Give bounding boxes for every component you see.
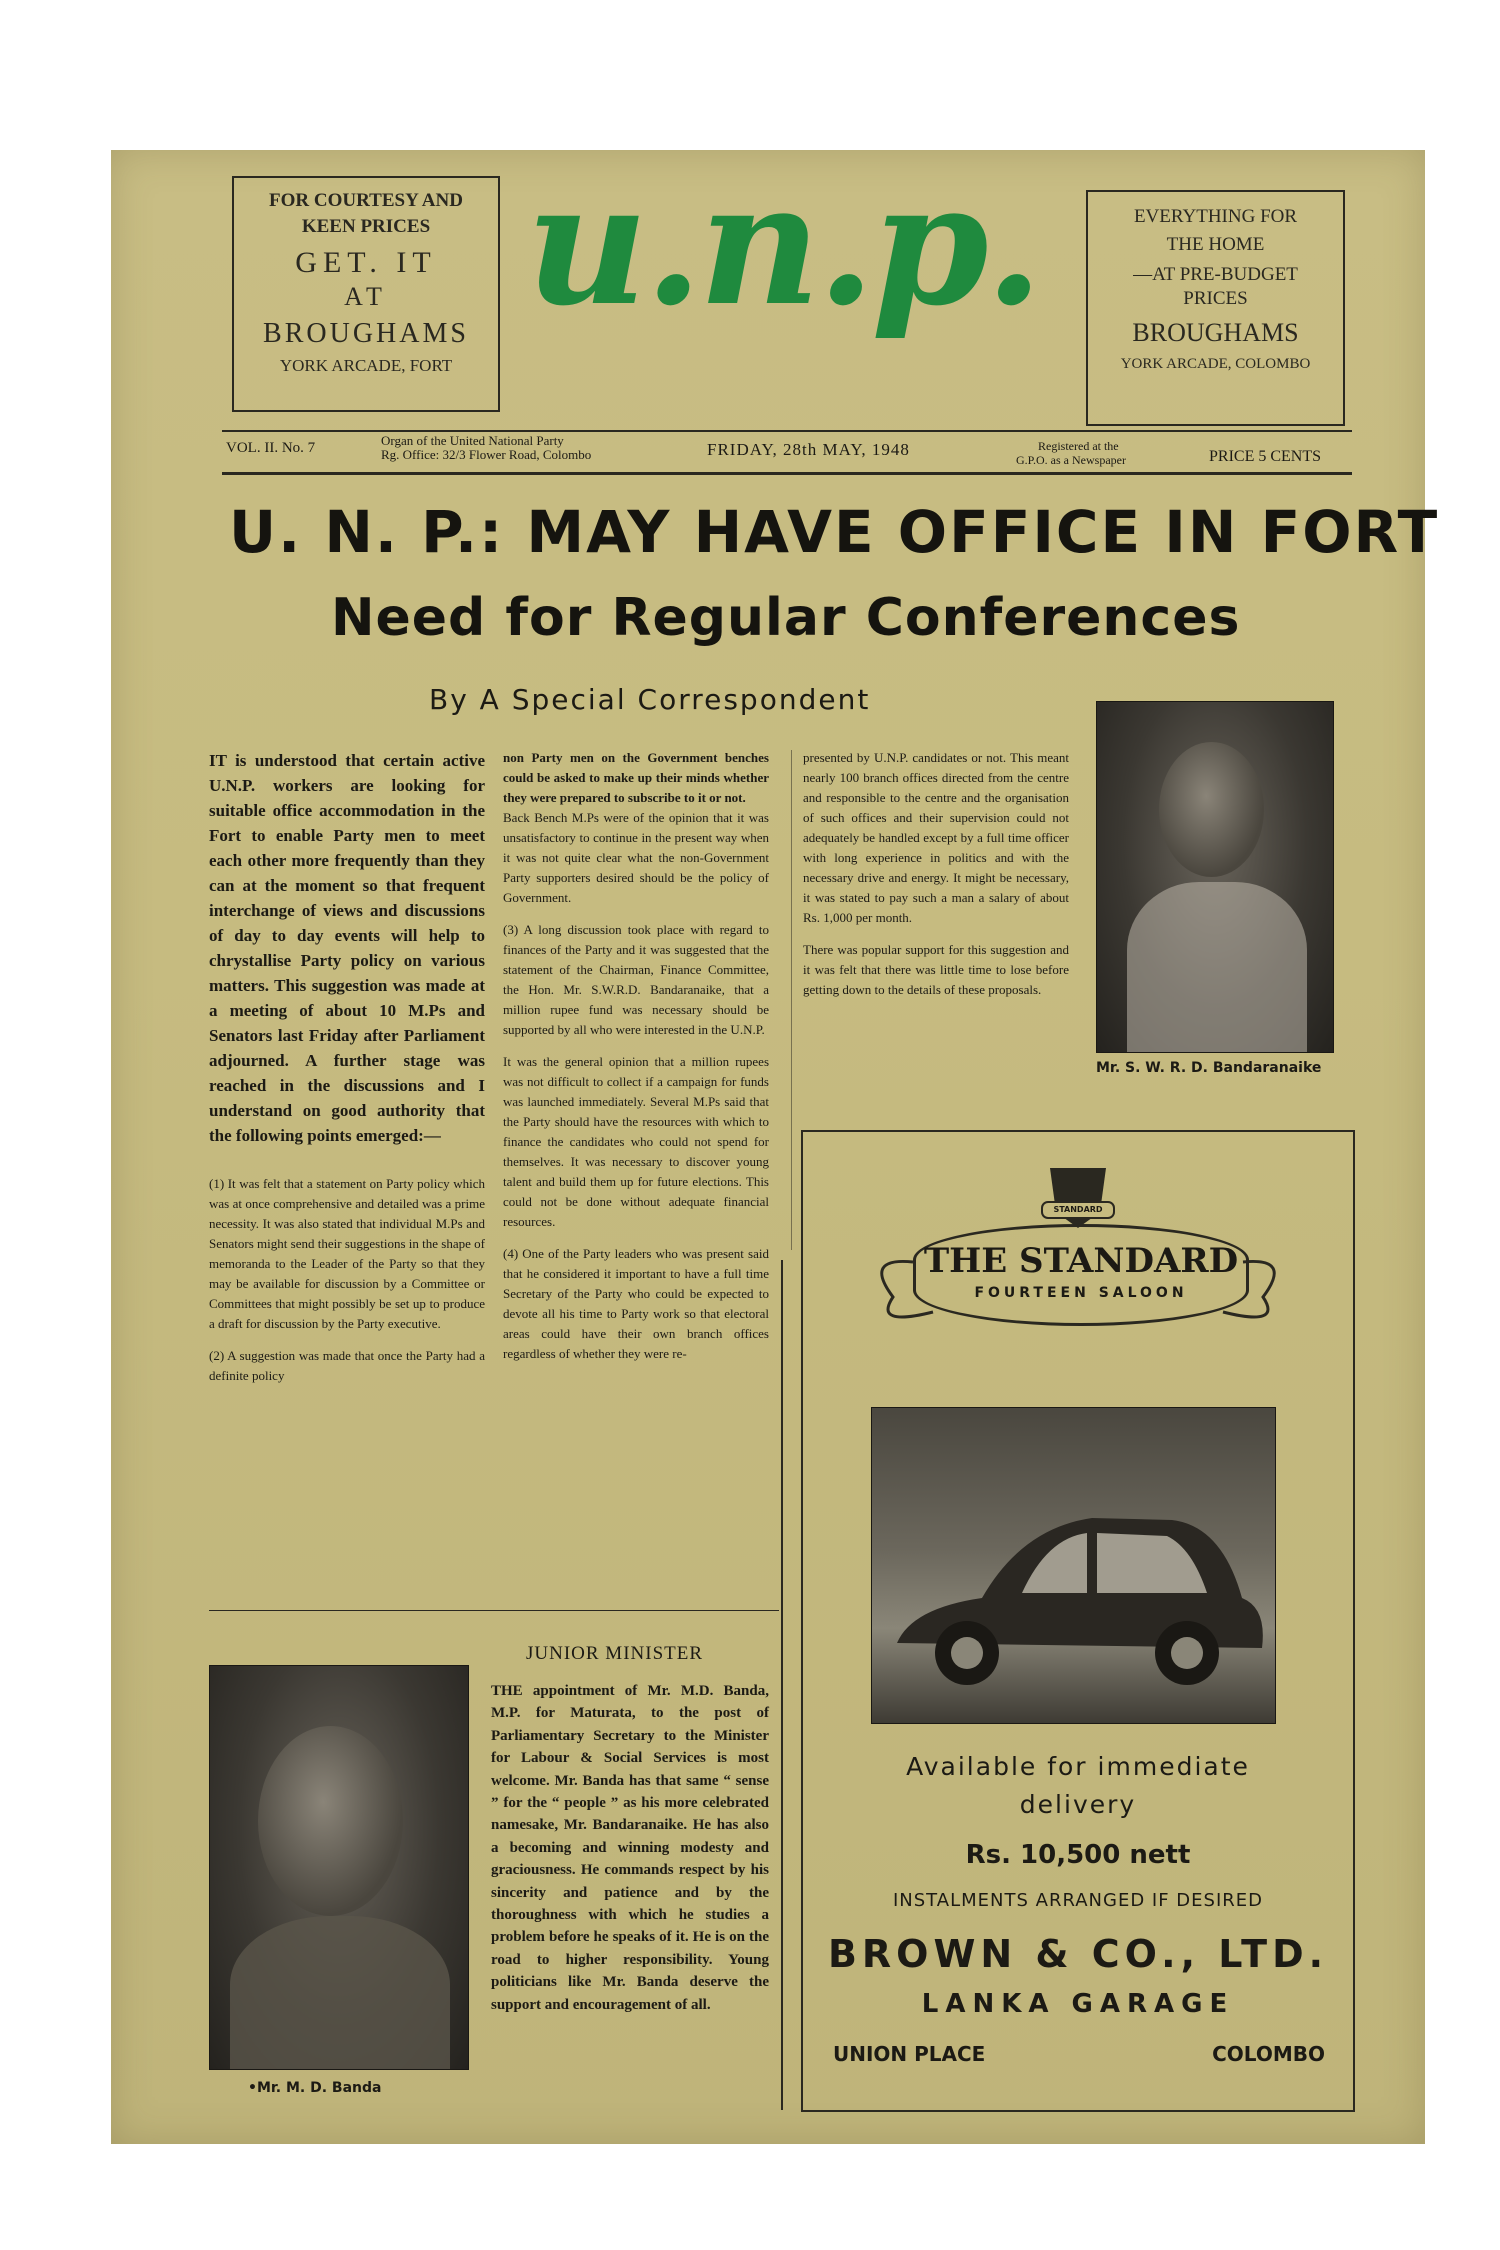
price: PRICE 5 CENTS <box>1209 448 1322 465</box>
volume-number: VOL. II. No. 7 <box>226 440 316 456</box>
right-ad-line4: PRICES <box>1183 288 1248 309</box>
column-divider-lower <box>781 1260 783 2110</box>
banda-suit <box>230 1916 450 2069</box>
availability-line1: Available for immediate <box>906 1752 1250 1781</box>
right-ad-line6: YORK ARCADE, COLOMBO <box>1120 356 1311 372</box>
junior-minister-heading: JUNIOR MINISTER <box>526 1643 704 1664</box>
organ-line2: Rg. Office: 32/3 Flower Road, Colombo <box>381 447 592 462</box>
car-brand: THE STANDARD <box>923 1241 1239 1281</box>
left-ad-line6: YORK ARCADE, FORT <box>279 356 453 375</box>
story-col2-p3: It was the general opinion that a million rupees was not difficult to collect if a campaign for funds was launched immediately. Several M.Ps said that the Party should have the resources with which to finance the candidates who could not spend for themselves. It was necessary to discover young talent and build them up for future elections. This could not be done without adequate financial resources. <box>503 1054 769 1229</box>
garage-name: LANKA GARAGE <box>921 1989 1235 2019</box>
story-col3-p2: There was popular support for this suggestion and it was felt that there was little time to lose before getting down to the details of these proposals. <box>803 942 1069 997</box>
address-left: UNION PLACE <box>833 2042 986 2066</box>
dateline-top-rule <box>222 430 1352 432</box>
instalments-line: INSTALMENTS ARRANGED IF DESIRED <box>892 1890 1264 1911</box>
car-model: FOURTEEN SALOON <box>974 1285 1188 1301</box>
right-ad-line3: —AT PRE-BUDGET <box>1133 264 1298 285</box>
nameplate-wings <box>803 1217 1353 1337</box>
story-column-2 <box>503 748 769 1376</box>
story-point-2: (2) A suggestion was made that once the Party had a definite policy <box>209 1348 485 1383</box>
standard-car-ad <box>801 1130 1355 2112</box>
junior-minister-body: THE appointment of Mr. M.D. Banda, M.P. for Maturata, to the post of Parliamentary Secretary to the Minister for Labour & Social Services is most welcome. Mr. Banda has that same “ sense ” for the “ people ” as his more celebrated namesake, Mr. Bandaranaike. He has also a becoming and winning modesty and graciousness. He commands respect by his sincerity and patience and by the thoroughness with which he studies a problem before he speaks of it. He is on the road to higher responsibility. Young politicians like Mr. Banda deserve the support and encouragement of all. <box>491 1683 769 2013</box>
newspaper-page <box>111 145 1440 2144</box>
story-column-3 <box>803 748 1069 1012</box>
availability-line2: delivery <box>1019 1790 1137 1819</box>
car-photo <box>871 1407 1276 1724</box>
bandaranaike-shoulders <box>1127 882 1307 1052</box>
story-col2-p1: non Party men on the Government benches could be asked to make up their minds whether they were prepared to subscribe to it or not. <box>503 750 769 805</box>
right-masthead-ad <box>1086 190 1345 426</box>
story-point-4: (4) One of the Party leaders who was present said that he considered it important to have a full time Secretary of the Party who could be expected to devote all his time to Party work so that electoral areas could have their own branch offices regardless of whether they were re- <box>503 1246 769 1361</box>
issue-date: FRIDAY, 28th MAY, 1948 <box>707 440 910 459</box>
left-ad-line3: GET. IT <box>295 246 437 279</box>
left-ad-line2: KEEN PRICES <box>301 216 431 237</box>
story-col2-p1b: Back Bench M.Ps were of the opinion that it was unsatisfactory to continue in the present way when it was not quite clear what the non-Government Party supporters desired should be the policy of Government. <box>503 810 769 905</box>
address-right: COLOMBO <box>1212 2042 1325 2066</box>
standard-badge-label: STANDARD <box>1053 1205 1103 1214</box>
organ-line1: Organ of the United National Party <box>381 433 564 448</box>
story-point-3: (3) A long discussion took place with regard to finances of the Party and it was suggested that the statement of the Chairman, Finance Committee, the Hon. Mr. S.W.R.D. Bandaranaike, that a million rupee fund was necessary should be supported by all who were interested in the U.N.P. <box>503 922 769 1037</box>
right-ad-line1: EVERYTHING FOR <box>1133 206 1298 227</box>
column-divider <box>791 750 792 1250</box>
right-ad-line5: BROUGHAMS <box>1132 318 1299 347</box>
left-masthead-ad <box>232 176 500 412</box>
right-ad-line2: THE HOME <box>1166 234 1265 255</box>
dateline-bottom-rule <box>222 472 1352 475</box>
registered-line2: G.P.O. as a Newspaper <box>1016 453 1126 467</box>
left-ad-line5: BROUGHAMS <box>263 318 469 349</box>
bandaranaike-face <box>1159 742 1264 877</box>
banda-face <box>258 1726 403 1916</box>
left-ad-line1: FOR COURTESY AND <box>269 190 463 211</box>
story-col3-p1: presented by U.N.P. candidates or not. This meant nearly 100 branch offices directed from the centre and responsible to the centre and the organisation of such offices and their supervision could not adequately be handled except by a full time officer with long experience in politics and with the necessary drive and energy. It might be necessary, it was stated to pay such a man a salary of about Rs. 1,000 per month. <box>803 750 1069 925</box>
story-end-rule <box>209 1610 779 1611</box>
bandaranaike-photo <box>1096 701 1334 1053</box>
car-price: Rs. 10,500 nett <box>965 1840 1191 1870</box>
banda-caption: •Mr. M. D. Banda <box>248 2080 382 2096</box>
sub-headline: Need for Regular Conferences <box>331 588 1241 648</box>
byline: By A Special Correspondent <box>429 683 871 716</box>
bandaranaike-caption: Mr. S. W. R. D. Bandaranaike <box>1096 1060 1322 1076</box>
left-ad-line4: AT <box>344 282 388 311</box>
main-headline: U. N. P.: MAY HAVE OFFICE IN FORT <box>229 498 1440 566</box>
registered-line1: Registered at the <box>1038 439 1119 453</box>
unp-logo: u.n.p. <box>526 145 1040 343</box>
dealer-name: BROWN & CO., LTD. <box>827 1932 1329 1976</box>
banda-photo <box>209 1665 469 2070</box>
story-point-1: (1) It was felt that a statement on Party policy which was at once comprehensive and detailed was a prime necessity. It was also stated that individual M.Ps and Senators might send their suggestions in the shape of memoranda to the Leader of the Party so that they may be available for discussion by a Committee or Committees that might possibly be set up to produce a draft for discussion by the Party executive. <box>209 1176 485 1331</box>
story-column-1 <box>209 748 485 1398</box>
car-icon <box>872 1408 1275 1723</box>
story-intro: IT is understood that certain active U.N.P. workers are looking for suitable office accommodation in the Fort to enable Party men to meet each other more frequently than they can at the moment so that frequent interchange of views and discussions of day to day events will help to chrystallise Party policy on various matters. This suggestion was made at a meeting of about 10 M.Ps and Senators last Friday after Parliament adjourned. A further stage was reached in the discussions and I understand on good authority that the following points emerged:— <box>209 751 485 1145</box>
